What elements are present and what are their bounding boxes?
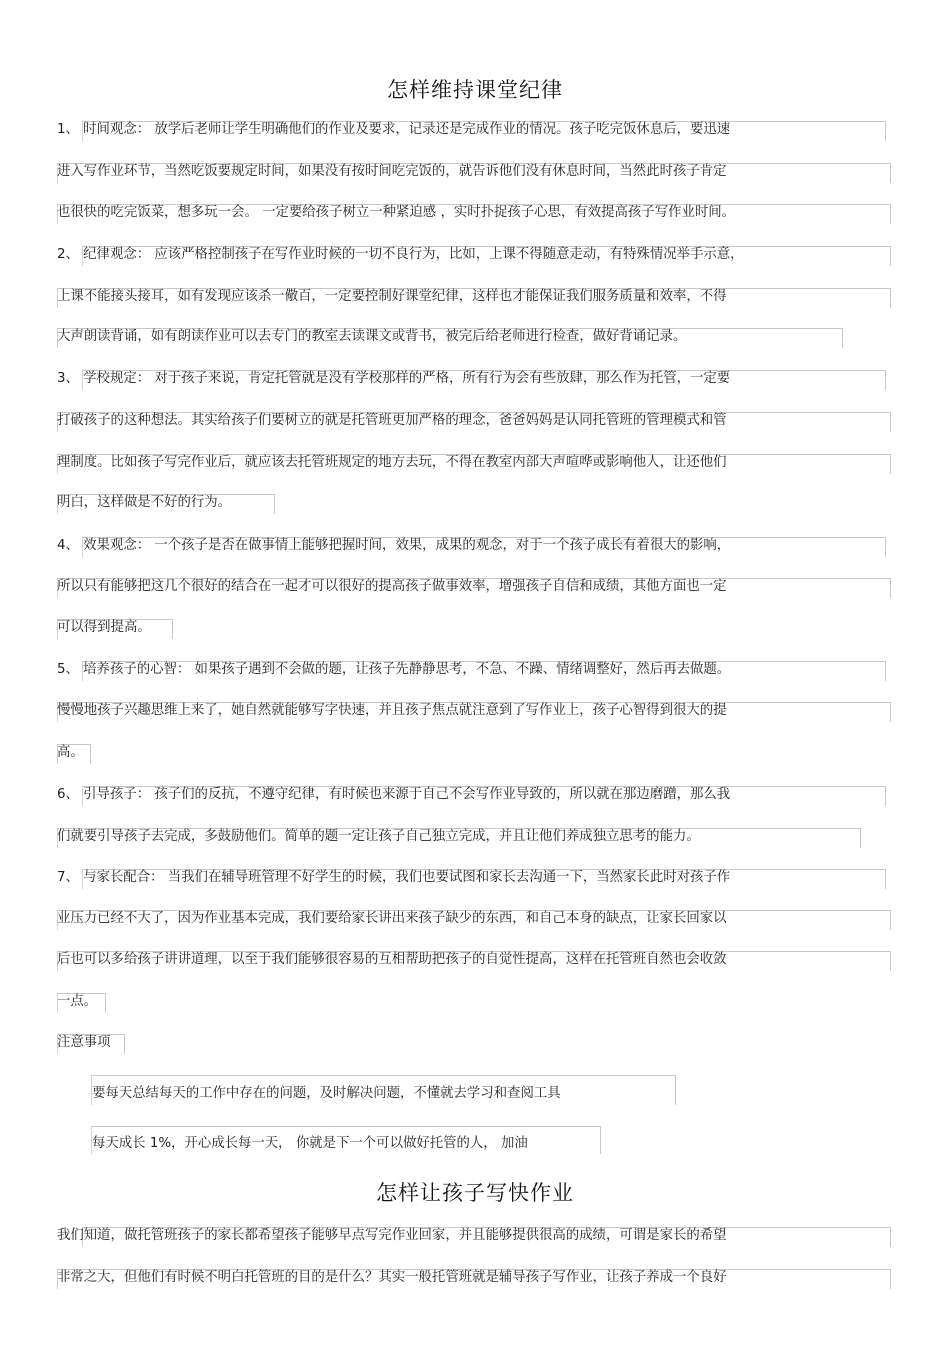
- paragraph-line: 也很快的吃完饭菜，想多玩一会。 一定要给孩子树立一种紧迫感 ，实时扑捉孩子心思，有效提高孩子写作业时间。: [57, 205, 736, 220]
- paragraph-line: 业压力已经不大了，因为作业基本完成，我们要给家长讲出来孩子缺少的东西，和自己本身的缺点，让家长回家以: [57, 911, 727, 926]
- paragraph-line: 明白，这样做是不好的行为。: [57, 495, 232, 510]
- paragraph-line: 1、 时间观念： 放学后老师让学生明确他们的作业及要求，记录还是完成作业的情况。孩子吃完饭休息后，要迅速: [57, 122, 731, 137]
- paragraph-line: 大声朗读背诵，如有朗读作业可以去专门的教室去读课文或背书，被完后给老师进行检查，做好背诵记录。: [57, 329, 687, 344]
- note-item: 要每天总结每天的工作中存在的问题，及时解决问题，不懂就去学习和查阅工具: [92, 1086, 561, 1101]
- paragraph-line: 高。: [57, 745, 84, 760]
- title-classroom-discipline: 怎样维持课堂纪律: [387, 78, 563, 102]
- paragraph-line: 非常之大，但他们有时候不明白托管班的目的是什么？其实一般托管班就是辅导孩子写作业，让孩子养成一个良好: [57, 1270, 727, 1285]
- paragraph-line: 我们知道，做托管班孩子的家长都希望孩子能够早点写完作业回家，并且能够提供很高的成绩，可谓是家长的希望: [57, 1228, 727, 1243]
- paragraph-line: 6、 引导孩子： 孩子们的反抗，不遵守纪律，有时候也来源于自己不会写作业导致的，所以就在那边磨蹭，那么我: [57, 787, 731, 802]
- paragraph-line: 5、 培养孩子的心智： 如果孩子遇到不会做的题，让孩子先静静思考，不急、不躁、情绪调整好，然后再去做题。: [57, 662, 731, 677]
- paragraph-line: 后也可以多给孩子讲讲道理，以至于我们能够很容易的互相帮助把孩子的自觉性提高，这样在托管班自然也会收敛: [57, 952, 727, 967]
- paragraph-line: 4、 效果观念： 一个孩子是否在做事情上能够把握时间，效果，成果的观念，对于一个孩子成长有着很大的影响，: [57, 538, 731, 553]
- paragraph-line: 3、 学校规定： 对于孩子来说，肯定托管就是没有学校那样的严格，所有行为会有些放肆，那么作为托管，一定要: [57, 371, 731, 386]
- paragraph-line: 可以得到提高。: [57, 620, 151, 635]
- notes-heading: 注意事项: [57, 1035, 111, 1050]
- paragraph-line: 7、 与家长配合： 当我们在辅导班管理不好学生的时候，我们也要试图和家长去沟通一下，当然家长此时对孩子作: [57, 870, 731, 885]
- paragraph-line: 一点。: [57, 994, 98, 1009]
- paragraph-line: 们就要引导孩子去完成，多鼓励他们。简单的题一定让孩子自己独立完成，并且让他们养成独立思考的能力。: [57, 829, 700, 844]
- paragraph-line: 上课不能接头接耳，如有发现应该杀一儆百，一定要控制好课堂纪律，这样也才能保证我们服务质量和效率，不得: [57, 289, 727, 304]
- paragraph-line: 慢慢地孩子兴趣思维上来了，她自然就能够写字快速，并且孩子焦点就注意到了写作业上，孩子心智得到很大的提: [57, 703, 727, 718]
- paragraph-line: 2、 纪律观念： 应该严格控制孩子在写作业时候的一切不良行为，比如，上课不得随意走动，有特殊情况举手示意，: [57, 247, 744, 262]
- paragraph-line: 打破孩子的这种想法。其实给孩子们要树立的就是托管班更加严格的理念，爸爸妈妈是认同托管班的管理模式和管: [57, 413, 727, 428]
- paragraph-line: 理制度。比如孩子写完作业后，就应该去托管班规定的地方去玩，不得在教室内部大声喧哗或影响他人，让还他们: [57, 455, 727, 470]
- paragraph-line: 进入写作业环节，当然吃饭要规定时间，如果没有按时间吃完饭的，就告诉他们没有休息时间，当然此时孩子肯定: [57, 164, 727, 179]
- title-homework-speed: 怎样让孩子写快作业: [376, 1181, 574, 1205]
- paragraph-line: 所以只有能够把这几个很好的结合在一起才可以很好的提高孩子做事效率，增强孩子自信和成绩，其他方面也一定: [57, 579, 727, 594]
- note-item: 每天成长 1%，开心成长每一天， 你就是下一个可以做好托管的人， 加油: [92, 1136, 528, 1151]
